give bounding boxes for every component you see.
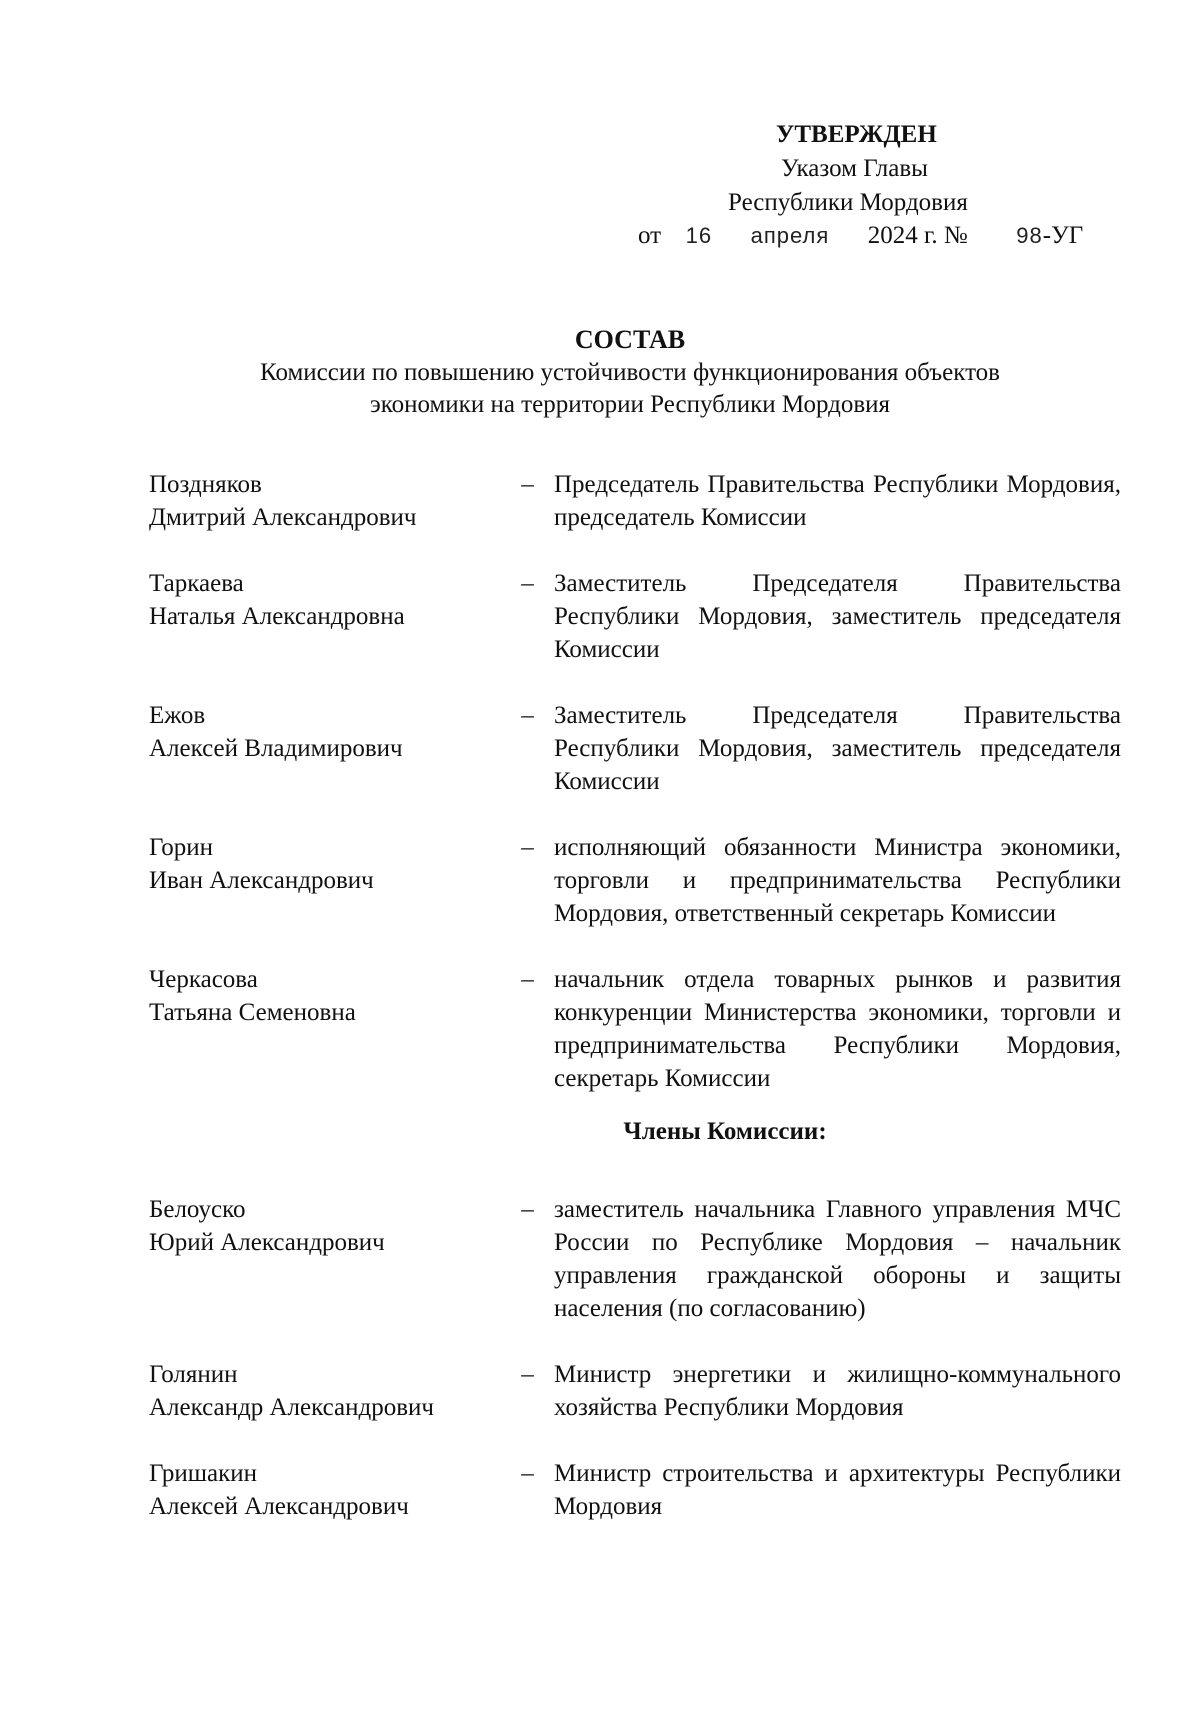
person-name — [149, 1358, 489, 1424]
person-given-name: Татьяна Семеновна — [149, 999, 356, 1026]
person-given-name: Дмитрий Александрович — [149, 504, 417, 531]
person-name — [149, 1193, 489, 1325]
approval-date-line — [638, 219, 1083, 253]
composition-list — [149, 468, 1121, 1523]
person-role: Заместитель Председателя Правительства Республики Мордовия, заместитель председателя Комиссии — [554, 702, 1121, 795]
person-name — [149, 963, 489, 1095]
approval-issuer: Указом Главы — [781, 155, 928, 182]
decree-number-suffix: -УГ — [1042, 222, 1084, 249]
person-name — [149, 1457, 489, 1523]
person-given-name: Александр Александрович — [149, 1394, 434, 1421]
list-item — [149, 1457, 1121, 1523]
person-role: Заместитель Председателя Правительства Республики Мордовия, заместитель председателя Комиссии — [554, 570, 1121, 663]
person-role: Министр энергетики и жилищно-коммунального хозяйства Республики Мордовия — [554, 1361, 1121, 1421]
dash-separator: – — [521, 471, 534, 498]
person-given-name: Наталья Александровна — [149, 603, 405, 630]
list-item — [149, 831, 1121, 930]
document-subtitle-line2: экономики на территории Республики Мордовия — [369, 391, 891, 418]
dash-separator: – — [521, 702, 534, 729]
members-heading: Члены Комиссии: — [623, 1118, 827, 1145]
dash-separator: – — [521, 834, 534, 861]
person-name — [149, 831, 489, 930]
person-surname: Гришакин — [149, 1460, 258, 1487]
date-day: 16 — [685, 223, 713, 248]
approval-stamp: УТВЕРЖДЕН — [776, 121, 937, 148]
date-prefix: от — [638, 222, 662, 249]
list-item — [149, 963, 1121, 1095]
person-role: Председатель Правительства Республики Мордовия, председатель Комиссии — [554, 471, 1121, 531]
person-surname: Таркаева — [149, 570, 244, 597]
list-item — [149, 1358, 1121, 1424]
list-item — [149, 699, 1121, 798]
person-surname: Черкасова — [149, 966, 258, 993]
person-name — [149, 567, 489, 666]
dash-separator: – — [521, 1361, 534, 1388]
list-item — [149, 1193, 1121, 1325]
dash-separator: – — [521, 1460, 534, 1487]
person-role: заместитель начальника Главного управления МЧС России по Республике Мордовия – начальник управления гражданской обороны и защиты населения (по согласованию) — [554, 1196, 1121, 1322]
person-name — [149, 468, 489, 534]
dash-separator: – — [521, 966, 534, 993]
person-role: Министр строительства и архитектуры Республики Мордовия — [554, 1460, 1121, 1520]
person-surname: Ежов — [149, 702, 206, 729]
decree-number: 98 — [1016, 223, 1043, 248]
person-name — [149, 699, 489, 798]
dash-separator: – — [521, 570, 534, 597]
person-surname: Голянин — [149, 1361, 238, 1388]
date-year: 2024 г. № — [867, 222, 968, 249]
person-surname: Горин — [149, 834, 214, 861]
list-item — [149, 468, 1121, 534]
person-given-name: Иван Александрович — [149, 867, 374, 894]
approval-region: Республики Мордовия — [728, 189, 968, 216]
person-given-name: Алексей Владимирович — [149, 735, 403, 762]
person-given-name: Юрий Александрович — [149, 1229, 385, 1256]
date-month: апреля — [750, 223, 830, 248]
document-heading — [140, 323, 1120, 421]
person-surname: Поздняков — [149, 471, 262, 498]
document-title: СОСТАВ — [574, 325, 686, 354]
document-subtitle-line1: Комиссии по повышению устойчивости функционирования объектов — [260, 359, 1000, 386]
person-surname: Белоуско — [149, 1196, 246, 1223]
dash-separator: – — [521, 1196, 534, 1223]
person-role: исполняющий обязанности Министра экономики, торговли и предпринимательства Республики Мордовия, ответственный секретарь Комиссии — [554, 834, 1121, 927]
person-role: начальник отдела товарных рынков и развития конкуренции Министерства экономики, торговли и предпринимательства Республики Мордовия, секретарь Комиссии — [554, 966, 1121, 1092]
list-item — [149, 567, 1121, 666]
person-given-name: Алексей Александрович — [149, 1493, 409, 1520]
